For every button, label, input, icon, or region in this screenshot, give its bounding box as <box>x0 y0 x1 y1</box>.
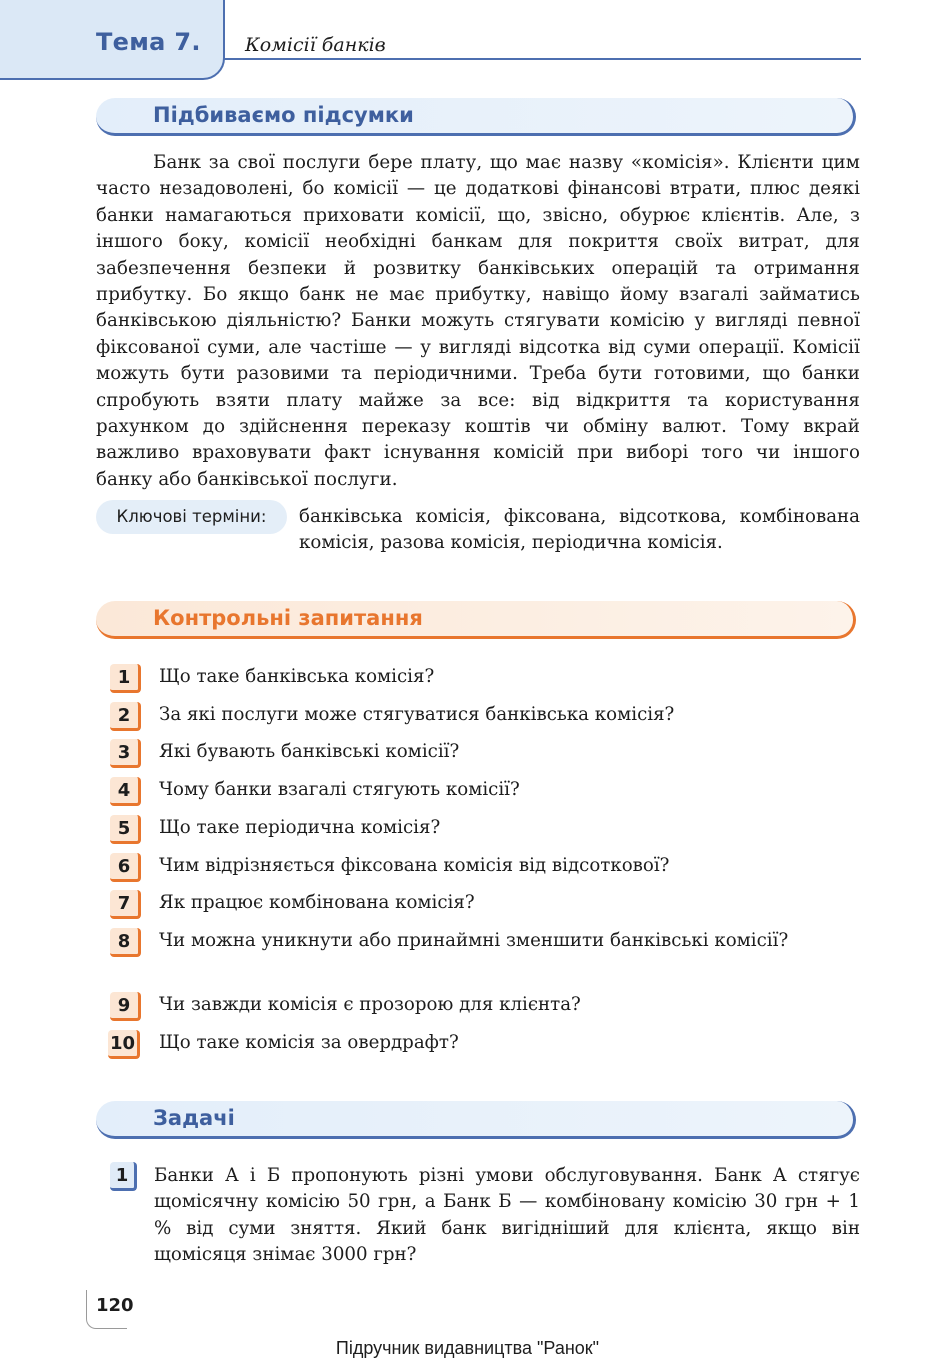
tasks-heading: Задачі <box>153 1106 235 1130</box>
question-number-badge: 5 <box>110 815 141 844</box>
question-text: Що таке банківська комісія? <box>159 666 435 687</box>
page-number: 120 <box>96 1295 134 1316</box>
question-text: Чому банки взагалі стягують комісії? <box>159 779 520 800</box>
question-text: Чим відрізняється фіксована комісія від відсоткової? <box>159 855 670 876</box>
summary-heading: Підбиваємо підсумки <box>153 103 414 127</box>
topic-title: Комісії банків <box>245 34 386 56</box>
key-terms-text: банківська комісія, фіксована, відсоткова, комбінована комісія, разова комісія, періодична комісія. <box>299 506 860 554</box>
question-number-badge: 6 <box>110 853 141 882</box>
question-number-badge: 8 <box>110 928 141 957</box>
publisher-credit: Підручник видавництва "Ранок" <box>335 1338 600 1358</box>
question-number-badge: 10 <box>108 1030 140 1059</box>
questions-heading: Контрольні запитання <box>153 606 423 630</box>
topic-label: Тема 7. <box>96 28 201 56</box>
task-number-badge: 1 <box>110 1162 137 1191</box>
question-text: Як працює комбінована комісія? <box>159 892 475 913</box>
question-text: За які послуги може стягуватися банківська комісія? <box>159 704 675 725</box>
question-number-badge: 4 <box>110 777 141 806</box>
question-number-badge: 3 <box>110 739 141 768</box>
question-number-badge: 7 <box>110 890 141 919</box>
header-divider <box>223 58 861 60</box>
key-terms-label: Ключові терміни: <box>96 500 287 534</box>
summary-paragraph: Банк за свої послуги бере плату, що має назву «комісія». Клієнти цим часто незадоволені, бо комісії — це додаткові фінансові втрати, плюс деякі банки намагаються приховати комісії, що, звісно, обурює клієнтів. Але, з іншого боку, комісії необхідні банкам для покриття своїх витрат, для забезпечення безпеки й розвитку банківських операцій та отримання прибутку. Бо якщо банк не має прибутку, навіщо йому взагалі займатись банківською діяльністю? Банки можуть стягувати комісію у вигляді певної фіксованої суми, але частіше — у вигляді відсотка від суми операції. Комісії можуть бути разовими та періодичними. Треба бути готовими, що банки спробують взяти плату майже за все: від відкриття та користування рахунком до здійснення переказу коштів чи обміну валют. Тому вкрай важливо враховувати факт існування комісій при виборі того чи іншого банку або банківської послуги. <box>96 152 860 490</box>
tasks-heading-banner <box>96 1101 856 1139</box>
question-number-badge: 2 <box>110 702 141 731</box>
question-text: Які бувають банківські комісії? <box>159 741 460 762</box>
question-text: Що таке комісія за овердрафт? <box>159 1032 459 1053</box>
task-text: Банки А і Б пропонують різні умови обслуговування. Банк А стягує щомісячну комісію 50 грн, а Банк Б — комбіновану комісію 30 грн + 1 % від суми зняття. Який банк вигідніший для клієнта, якщо він щомісяця знімає 3000 грн? <box>154 1165 860 1266</box>
question-number-badge: 1 <box>110 664 141 693</box>
summary-heading-banner <box>96 98 856 136</box>
question-text: Чи можна уникнути або принаймні зменшити банківські комісії? <box>159 930 789 951</box>
question-text: Чи завжди комісія є прозорою для клієнта? <box>159 994 581 1015</box>
questions-heading-banner <box>96 601 856 639</box>
question-number-badge: 9 <box>110 992 141 1021</box>
question-text: Що таке періодична комісія? <box>159 817 441 838</box>
